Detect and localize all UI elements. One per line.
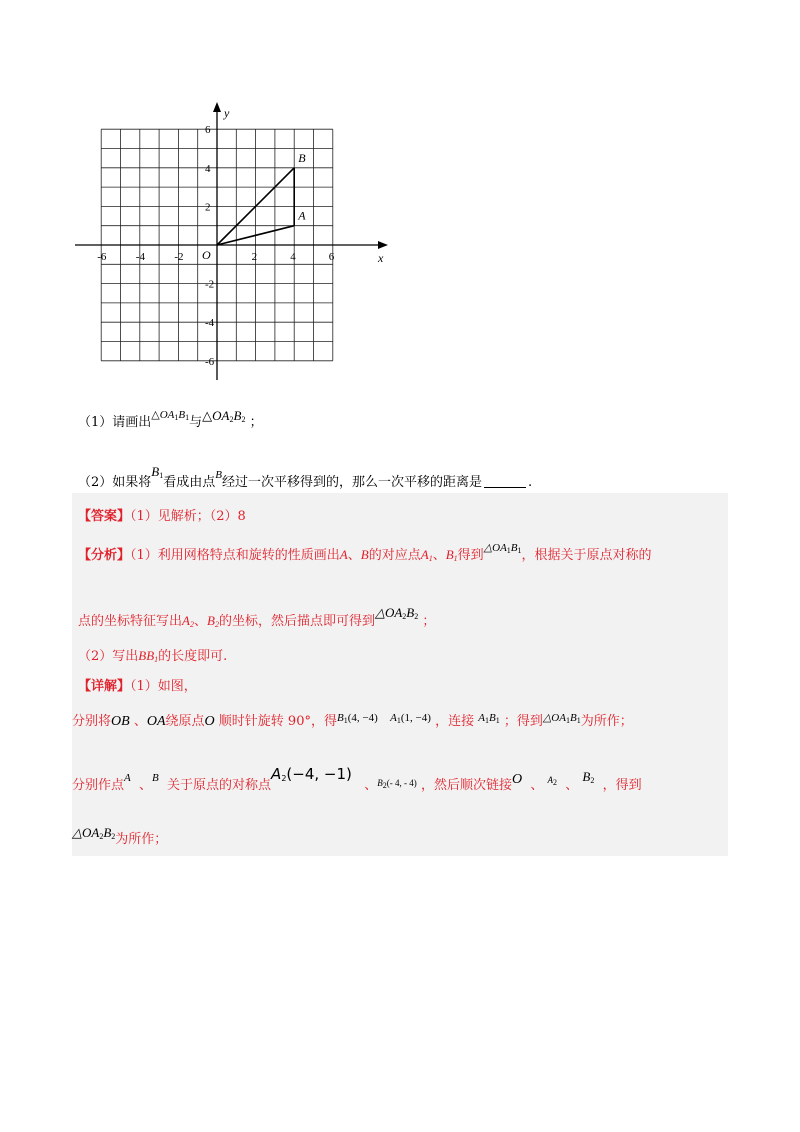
- y-tick-label: -6: [205, 355, 215, 368]
- analysis-line-1: 【分析】（1）利用网格特点和旋转的性质画出A、B的对应点$A_1$、$B_1$得到$^{\triangle OA_1B_1}$，根据关于原点对称的: [78, 542, 652, 563]
- triangle-oa1b1: △OA1B1: [151, 409, 190, 422]
- segment-a1b1: A1B1: [478, 712, 500, 725]
- point-b2-coord: B2(- 4, - 4): [377, 778, 417, 790]
- triangle-oa1b1: △OA1B1: [483, 542, 522, 555]
- point-b1-coord: B1(4, −4): [336, 712, 378, 725]
- analysis-line-3: （2）写出$BB_1$的长度即可.: [78, 648, 228, 664]
- x-tick-label: -4: [135, 251, 145, 263]
- question-1: （1）请画出$^{\triangle OA_1B_1}$与$\triangle OA_2B_2$ ；: [78, 408, 263, 430]
- answer-line: [78, 505, 246, 524]
- origin-label: O: [202, 248, 211, 262]
- triangle-shapes: [217, 151, 306, 245]
- question-2: （2）如果将$B_1$看成由点$^B$经过一次平移得到的，那么一次平移的距离是 .: [78, 464, 533, 490]
- detail-line-2: 分别将OB 、OA绕原点O 顺时针旋转 90°，得$^{B_1(4, -4)}$ $^{A_1(1, -4)}$ ，连接 $^{A_1B_1}$ ；得到$^{\triangle OA_1B_1}$为所作；: [72, 712, 633, 729]
- detail-tag: 【详解】: [78, 679, 131, 694]
- tick-labels: [97, 106, 384, 368]
- x-tick-label: 6: [328, 251, 335, 263]
- y-tick-label: 6: [205, 124, 211, 137]
- triangle-oa2b2: $\triangle OA_2B_2$: [72, 825, 116, 841]
- x-tick-label: 4: [290, 251, 296, 263]
- triangle-oa1b1: △OA1B1: [542, 712, 581, 725]
- point-a1-coord: A1(1, −4): [390, 712, 431, 725]
- x-tick-label: -2: [174, 251, 184, 263]
- triangle-oa2b2: $\triangle OA_2B_2$: [202, 408, 246, 424]
- y-tick-label: 2: [205, 201, 211, 214]
- point-label-b: B: [298, 150, 306, 165]
- answer-blank[interactable]: [484, 475, 526, 488]
- detail-line-3: 分别作点$^A$ 、$^B$ 关于原点的对称点$A_2(-4$, −1) 、$^{B2(- 4, - 4)}$ ，然后顺次链接O 、 $^{A2}$ 、 $B_2$ ，得到: [72, 765, 642, 793]
- y-tick-label: -4: [205, 317, 215, 330]
- point-b2: $B_2$: [582, 769, 595, 785]
- point-label-a: A: [298, 208, 306, 223]
- y-axis-arrow: [213, 102, 221, 112]
- y-tick-label: -2: [205, 278, 215, 291]
- x-axis-arrow: [378, 241, 388, 249]
- point-b: B: [215, 469, 222, 481]
- analysis-tag: 【分析】: [78, 548, 131, 563]
- analysis-line-2: 点的坐标特征写出$A_2$、$B_2$的坐标，然后描点即可得到$\triangle OA_2B_2$ ；: [78, 605, 436, 629]
- point-a2-coord: $A_2(-4$, −1): [271, 765, 352, 783]
- point-b1: $B_1$: [151, 464, 164, 480]
- y-tick-label: 4: [205, 162, 211, 175]
- x-tick-label: -6: [97, 251, 107, 263]
- coordinate-grid-figure: [70, 100, 400, 385]
- triangle-oa2b2: $\triangle OA_2B_2$: [374, 605, 419, 621]
- point-a2: A2: [547, 775, 557, 787]
- detail-line-1: 【详解】（1）如图，: [78, 679, 197, 694]
- detail-line-4: $\triangle OA_2B_2$为所作；: [72, 825, 168, 847]
- answer-text: （1）见解析；（2）8: [130, 509, 246, 524]
- y-axis-label: y: [224, 106, 230, 120]
- answer-tag: 【答案】: [78, 509, 131, 524]
- x-tick-label: 2: [251, 251, 258, 263]
- x-axis-label: x: [378, 251, 384, 265]
